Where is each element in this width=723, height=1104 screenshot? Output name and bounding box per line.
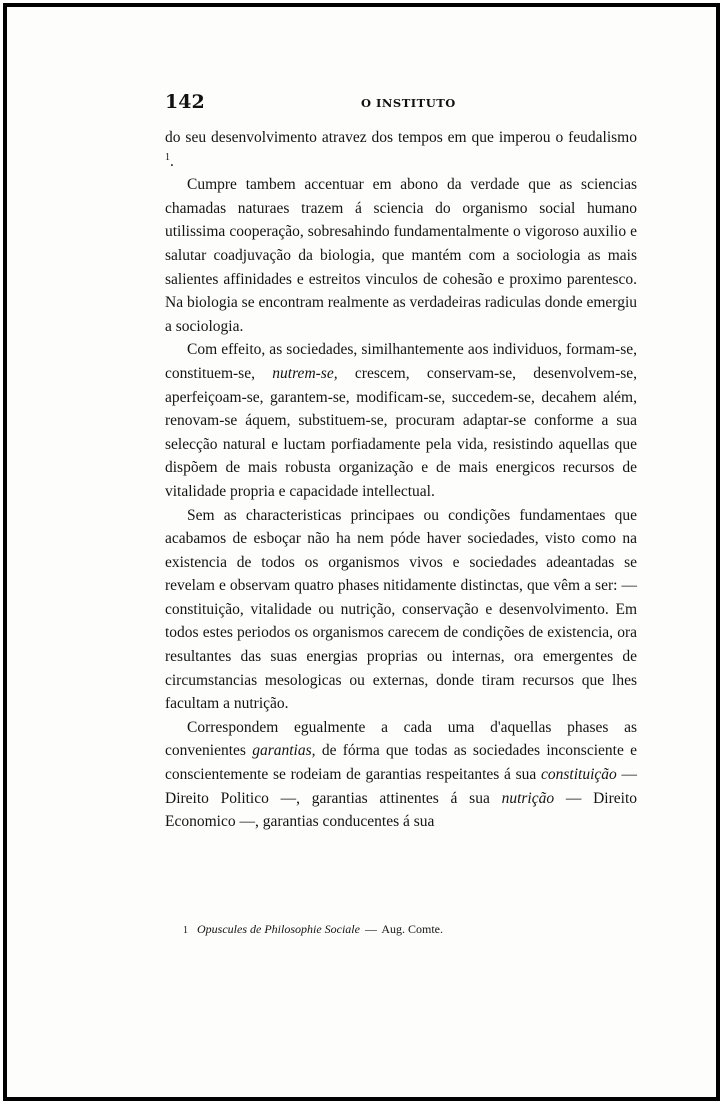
running-title: O INSTITUTO — [361, 96, 456, 110]
paragraph-5-text-d: — Direito Economico —, garantias conducentes á sua — [165, 789, 638, 831]
footnote — [183, 922, 633, 937]
paragraph-5-emphasis-3: nutrição — [501, 789, 555, 807]
paragraph-1-end: . — [170, 152, 174, 170]
paragraph-1 — [165, 126, 637, 173]
page-frame — [3, 3, 720, 1101]
running-head — [165, 91, 637, 113]
paragraph-3-text-a: Com effeito, as sociedades, similhantemente aos individuos, formam-se, constituem-se, — [165, 341, 637, 382]
paragraph-2: Cumpre tambem accentuar em abono da verdade que as sciencias chamadas naturaes trazem á sciencia do organismo social humano utilissima cooperação, sobresahindo fundamentalmente o vigoroso auxilio e salutar coadjuvação da biologia, que mantém com a sociologia as mais salientes affinidades e estreitos vinculos de cohesão e proximo parentesco. Na biologia se encontram realmente as verdadeiras radiculas donde emergiu a sociologia. — [165, 176, 637, 335]
page-number: 142 — [165, 91, 205, 113]
footnote-separator: — — [364, 922, 377, 936]
footnote-mark: 1 — [183, 925, 188, 936]
footnote-reference: 1 — [165, 151, 170, 163]
footnote-author: Aug. Comte. — [381, 922, 443, 936]
paragraph-5 — [165, 716, 637, 834]
paragraph-3 — [165, 338, 637, 503]
paragraph-5-emphasis-1: garantias, — [252, 742, 316, 760]
paragraph-5-text-b: de fórma que todas as sociedades inconsciente e conscientemente se rodeiam de garantias respeitantes á sua — [165, 742, 638, 784]
body-text — [165, 126, 637, 834]
paragraph-1-text: do seu desenvolvimento atravez dos tempos em que imperou o feudalismo — [165, 129, 637, 146]
paragraph-4: Sem as characteristicas principaes ou condições fundamentaes que acabamos de esboçar não ha nem póde haver sociedades, visto como na existencia de todos os organismos vivos e sociedades adeantadas se revelam e observam quatro phases nitidamente distinctas, que vêm a ser: — constituição, vitalidade ou nutrição, conservação e desenvolvimento. Em todos estes periodos os organismos carecem de condições de existencia, ora resultantes das suas energias proprias ou internas, ora emergentes de circumstancias mesologicas ou externas, donde tiram recursos que lhes facultam a nutrição. — [165, 506, 637, 713]
footnote-title: Opuscules de Philosophie Sociale — [197, 922, 360, 936]
paragraph-5-text-c: — Direito Politico —, garantias attinentes á sua — [165, 766, 637, 807]
paragraph-5-emphasis-2: constituição — [541, 766, 617, 784]
paragraph-3-text-b: crescem, conservam-se, desenvolvem-se, aperfeiçoam-se, garantem-se, modificam-se, succedem-se, decahem além, renovam-se áquem, substituem-se, procuram adaptar-se conforme a sua selecção natural e luctam porfiadamente pela vida, resistindo aquellas que dispõem de mais robusta organização e de mais energicos recursos de vitalidade propria e capacidade intellectual. — [165, 364, 638, 500]
paragraph-3-emphasis: nutrem-se, — [272, 364, 338, 382]
paragraph-5-text-a: Correspondem egualmente a cada uma d'aquellas phases as convenientes — [165, 718, 637, 760]
